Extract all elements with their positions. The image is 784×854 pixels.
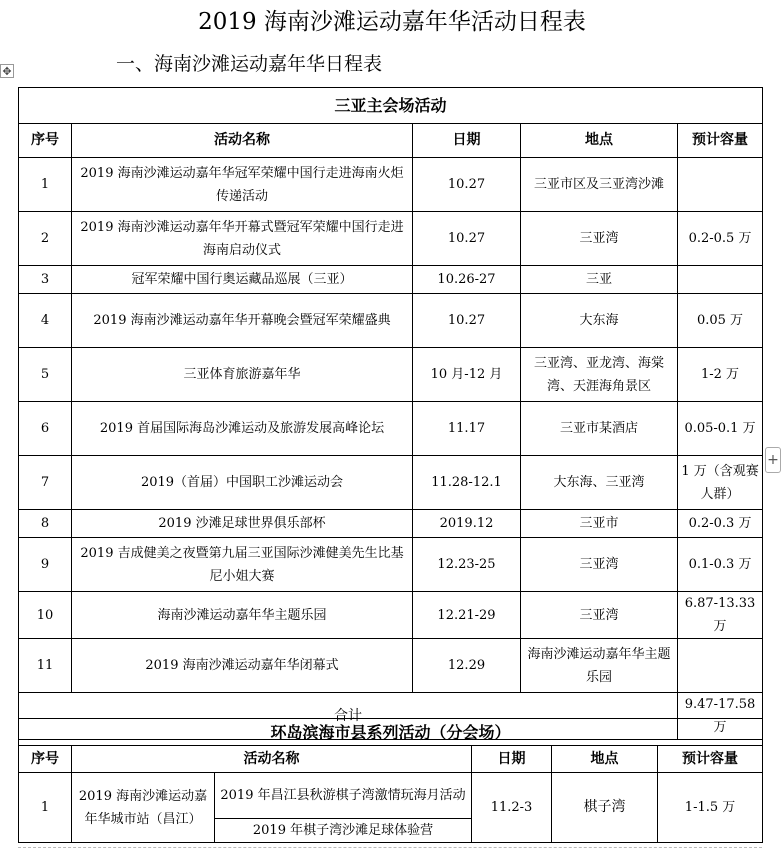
event-capacity [678,266,763,294]
event-place: 三亚湾、亚龙湾、海棠湾、天涯海角景区 [521,348,678,402]
section-title: 一、海南沙滩运动嘉年华日程表 [116,53,383,75]
table-row [19,538,763,592]
row-number: 1 [19,773,72,843]
event-place: 三亚湾 [521,592,678,639]
event-date: 2019.12 [413,510,521,538]
main-venue-table [18,87,763,740]
column-header: 序号 [19,746,72,773]
activity-name: 2019 首届国际海岛沙滩运动及旅游发展高峰论坛 [72,402,413,456]
activity-name: 海南沙滩运动嘉年华主题乐园 [72,592,413,639]
activity-name: 2019 沙滩足球世界俱乐部杯 [72,510,413,538]
row-number: 8 [19,510,72,538]
row-number: 1 [19,158,72,212]
event-date: 10.27 [413,294,521,348]
row-number: 11 [19,639,72,693]
table-row [19,592,763,639]
table-row [19,402,763,456]
event-date: 12.23-25 [413,538,521,592]
column-header: 序号 [19,124,72,158]
event-place: 大东海、三亚湾 [521,456,678,510]
event-date: 12.21-29 [413,592,521,639]
column-header: 地点 [552,746,658,773]
activity-name: 2019 海南沙滩运动嘉年华闭幕式 [72,639,413,693]
station-name: 2019 海南沙滩运动嘉年华城市站（昌江） [72,773,215,843]
event-place: 三亚 [521,266,678,294]
table-row [19,639,763,693]
event-name: 2019 年棋子湾沙滩足球体验营 [215,819,472,843]
activity-name: 2019 吉成健美之夜暨第九届三亚国际沙滩健美先生比基尼小姐大赛 [72,538,413,592]
row-number: 5 [19,348,72,402]
event-date: 11.28-12.1 [413,456,521,510]
table-caption: 三亚主会场活动 [19,88,763,124]
event-date: 10 月-12 月 [413,348,521,402]
column-header: 预计容量 [678,124,763,158]
total-value: 9.47-17.58 万 [678,693,763,740]
table-row [19,348,763,402]
event-capacity: 0.05-0.1 万 [678,402,763,456]
activity-name: 冠军荣耀中国行奥运藏品巡展（三亚） [72,266,413,294]
event-capacity [678,158,763,212]
column-header: 活动名称 [72,746,472,773]
row-number: 3 [19,266,72,294]
event-date: 11.2-3 [472,773,552,843]
event-place: 大东海 [521,294,678,348]
event-place: 三亚市某酒店 [521,402,678,456]
event-place: 三亚湾 [521,538,678,592]
table-row [19,510,763,538]
event-capacity: 1-1.5 万 [658,773,763,843]
column-header: 日期 [413,124,521,158]
activity-name: 2019 海南沙滩运动嘉年华冠军荣耀中国行走进海南火炬传递活动 [72,158,413,212]
activity-name: 2019 海南沙滩运动嘉年华开幕晚会暨冠军荣耀盛典 [72,294,413,348]
row-number: 2 [19,212,72,266]
table-row [19,212,763,266]
event-capacity: 0.2-0.5 万 [678,212,763,266]
event-place: 三亚市区及三亚湾沙滩 [521,158,678,212]
activity-name: 2019 海南沙滩运动嘉年华开幕式暨冠军荣耀中国行走进海南启动仪式 [72,212,413,266]
table-row [19,158,763,212]
table-row [19,456,763,510]
row-number: 7 [19,456,72,510]
column-header: 日期 [472,746,552,773]
event-place: 三亚湾 [521,212,678,266]
event-place: 三亚市 [521,510,678,538]
event-capacity [678,639,763,693]
table-row [19,294,763,348]
page-title: 2019 海南沙滩运动嘉年华活动日程表 [198,9,586,35]
table-caption: 环岛滨海市县系列活动（分会场） [19,719,763,746]
event-place: 棋子湾 [552,773,658,843]
event-capacity: 1 万（含观赛人群） [678,456,763,510]
column-header: 地点 [521,124,678,158]
table-row [19,266,763,294]
row-number: 4 [19,294,72,348]
row-number: 9 [19,538,72,592]
event-date: 11.17 [413,402,521,456]
branch-venue-table [18,718,763,843]
row-number: 6 [19,402,72,456]
event-place: 海南沙滩运动嘉年华主题乐园 [521,639,678,693]
total-label: 合计 [19,693,678,740]
event-capacity: 6.87-13.33 万 [678,592,763,639]
event-capacity: 1-2 万 [678,348,763,402]
event-capacity: 0.05 万 [678,294,763,348]
event-capacity: 0.2-0.3 万 [678,510,763,538]
event-date: 10.26-27 [413,266,521,294]
event-capacity: 0.1-0.3 万 [678,538,763,592]
move-icon[interactable]: ✥ [0,64,14,78]
column-header: 活动名称 [72,124,413,158]
event-name: 2019 年昌江县秋游棋子湾激情玩海月活动 [215,773,472,819]
activity-name: 三亚体育旅游嘉年华 [72,348,413,402]
event-date: 10.27 [413,212,521,266]
row-number: 10 [19,592,72,639]
event-date: 10.27 [413,158,521,212]
event-date: 12.29 [413,639,521,693]
activity-name: 2019（首届）中国职工沙滩运动会 [72,456,413,510]
page-edge [18,847,762,848]
plus-icon[interactable]: + [765,447,781,473]
column-header: 预计容量 [658,746,763,773]
